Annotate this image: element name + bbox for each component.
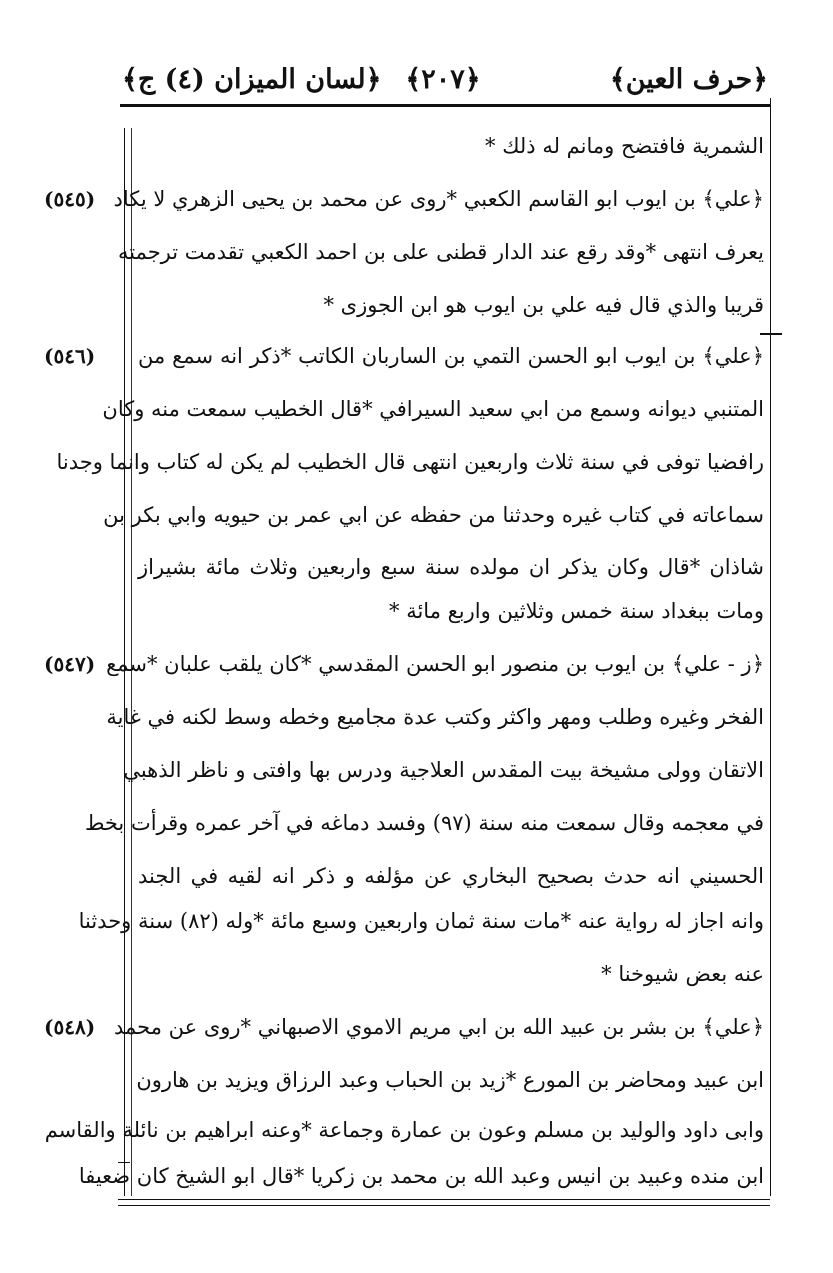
text-line: الشمرية فافتضح ومانم له ذلك * [485, 134, 764, 158]
text-line: ابن منده وعبيد بن انيس وعبد الله بن محمد بن زكريا *قال ابو الشيخ كان ضعيفا [78, 1164, 764, 1188]
text-line: يعرف انتهى *وقد رقع عند الدار قطنى على بن احمد الكعبي تقدمت ترجمته [117, 240, 764, 264]
entry-number: (٥٤٦) [44, 344, 96, 368]
text-line: وانه اجاز له رواية عنه *مات سنة ثمان واربعين وسبع مائة *وله (٨٢) سنة وحدثنا [78, 909, 764, 933]
entry-number: (٥٤٧) [44, 652, 96, 676]
text-line: شاذان *قال وكان يذكر ان مولده سنة سبع واربعين وثلاث مائة بشيراز [138, 555, 764, 579]
running-header [118, 58, 768, 102]
frame-bottom-border [118, 1199, 770, 1200]
text-line: الاتقان وولى مشيخة بيت المقدس العلاجية ودرس بها وافتى و ناظر الذهبي [123, 758, 764, 782]
text-line: الحسيني انه حدث بصحيح البخاري عن مؤلفه و ذكر انه لقيه في الجند [138, 864, 764, 888]
text-line: ﴿ز - علي﴾ بن ايوب بن منصور ابو الحسن المقدسي *كان يلقب علبان *سمع [106, 652, 764, 676]
text-line: قريبا والذي قال فيه علي بن ايوب هو ابن الجوزى * [323, 293, 764, 317]
text-line: ومات ببغداد سنة خمس وثلاثين واربع مائة * [389, 599, 764, 623]
text-line: سماعاته في كتاب غيره وحدثنا من حفظه عن ابي عمر بن حيويه وابي بكر بن [103, 503, 764, 527]
text-line: ﴿علي﴾ بن ايوب ابو القاسم الكعبي *روى عن محمد بن يحيى الزهري لا يكاد [113, 187, 764, 211]
entry-number: (٥٤٥) [44, 187, 96, 211]
frame-right-border [770, 98, 771, 1196]
text-line: الفخر وغيره وطلب ومهر واكثر وكتب عدة مجاميع وخطه وسط لكنه في غاية [106, 705, 764, 729]
frame-bottom-border-double [118, 1205, 770, 1206]
text-line: المتنبي ديوانه وسمع من ابي سعيد السيرافي *قال الخطيب سمعت منه وكان [102, 397, 764, 421]
page-number: ﴿٢٠٧﴾ [405, 64, 481, 95]
header-rule [120, 104, 770, 107]
text-line: وابى داود والوليد بن مسلم وعون بن عمارة وجماعة *وعنه ابراهيم بن نائلة والقاسم [44, 1118, 764, 1142]
text-line: عنه بعض شيوخنا * [601, 962, 764, 986]
margin-tick-mark [760, 333, 782, 335]
text-line: رافضيا توفى في سنة ثلاث واربعين انتهى قال الخطيب لم يكن له كتاب وانما وجدنا [56, 450, 764, 474]
text-line: في معجمه وقال سمعت منه سنة (٩٧) وفسد دماغه في آخر عمره وقرأت بخط [84, 811, 764, 835]
text-line: ﴿علي﴾ بن ايوب ابو الحسن التمي بن الساربان الكاتب *ذكر انه سمع من [138, 344, 764, 368]
header-chapter-title: ﴿حرف العين﴾ [609, 64, 768, 95]
entry-number: (٥٤٨) [44, 1015, 96, 1039]
text-line: ﴿علي﴾ بن بشر بن عبيد الله بن ابي مريم الاموي الاصبهاني *روى عن محمد [114, 1015, 764, 1039]
header-book-title: ﴿لسان الميزان (٤) ج﴾ [122, 64, 382, 95]
text-line: ابن عبيد ومحاضر بن المورع *زيد بن الحباب وعبد الرزاق ويزيد بن هارون [136, 1068, 764, 1092]
